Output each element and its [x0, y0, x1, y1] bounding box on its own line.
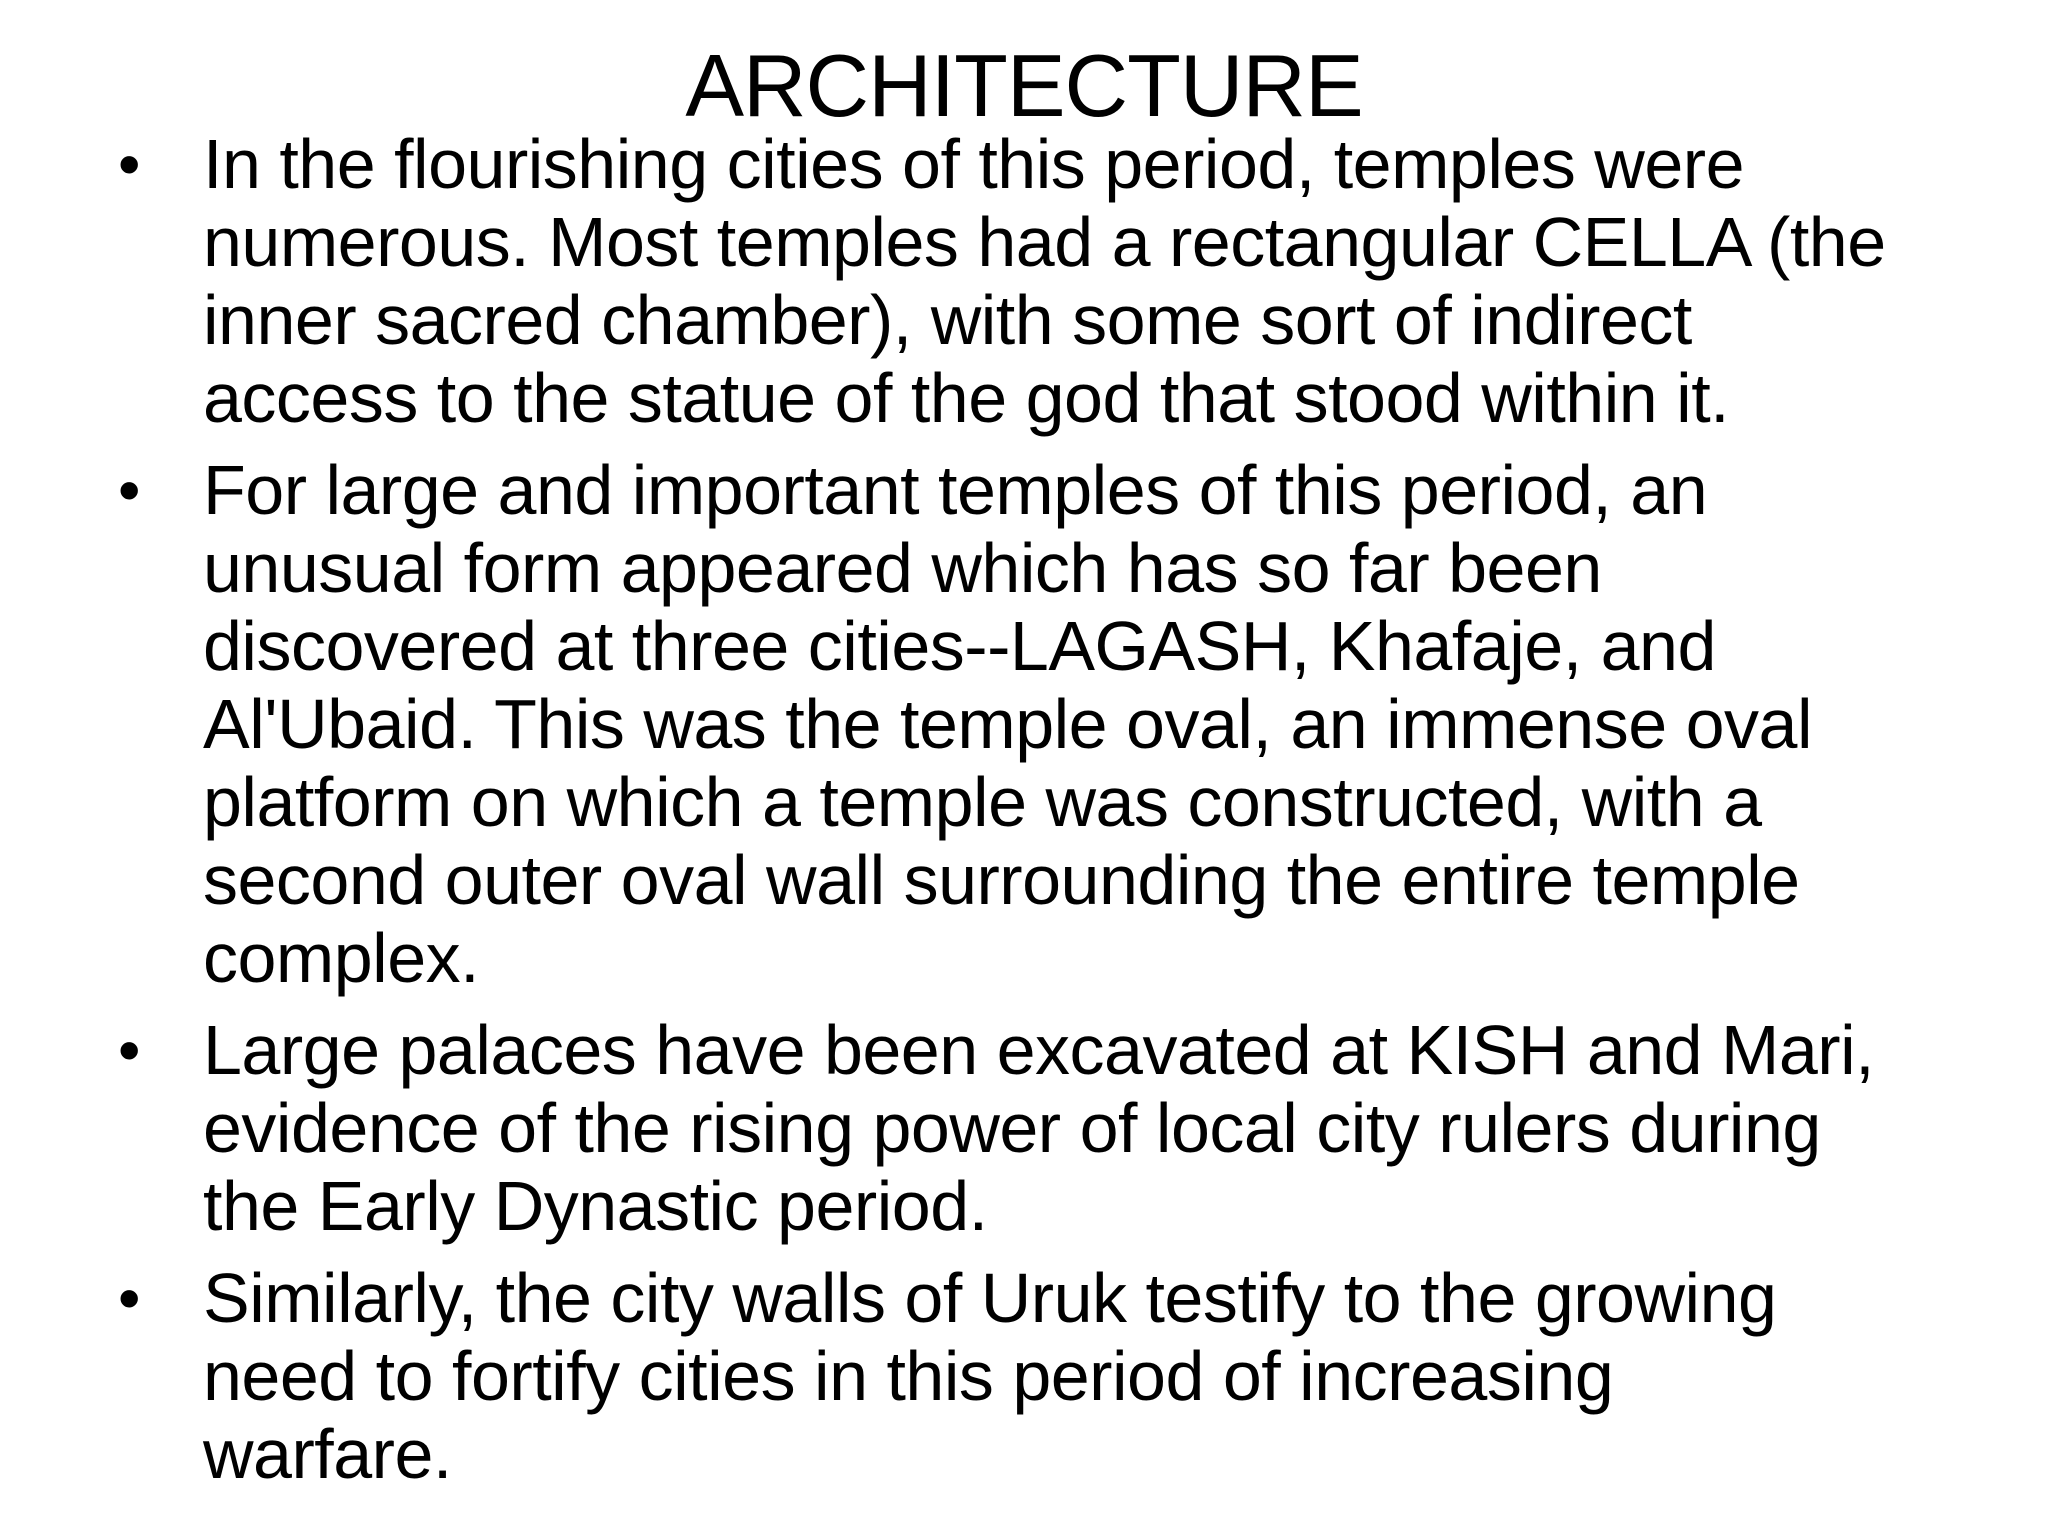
bullet-text: In the flourishing cities of this period, temples were numerous. Most temples had a rectangular CELLA (the inner sacred chamber), with some sort of indirect access to the statue of the god that stood within it. — [203, 125, 1886, 437]
bullet-item-temple-oval — [118, 451, 2018, 997]
bullet-icon: • — [118, 1014, 140, 1086]
bullet-list — [118, 125, 2018, 1507]
bullet-item-city-walls — [118, 1259, 2018, 1493]
bullet-icon: • — [118, 128, 140, 200]
bullet-text: Similarly, the city walls of Uruk testify to the growing need to fortify cities in this period of increasing warfare. — [203, 1259, 1777, 1493]
bullet-text: For large and important temples of this period, an unusual form appeared which has so far been discovered at three cities--LAGASH, Khafaje, and Al'Ubaid. This was the temple oval, an immense oval platform on which a temple was constructed, with a second outer oval wall surrounding the entire temple complex. — [203, 451, 1813, 997]
slide-title: ARCHITECTURE — [685, 36, 1363, 135]
bullet-item-temples — [118, 125, 2018, 437]
bullet-item-palaces — [118, 1011, 2018, 1245]
bullet-text: Large palaces have been excavated at KISH and Mari, evidence of the rising power of local city rulers during the Early Dynastic period. — [203, 1011, 1875, 1245]
bullet-icon: • — [118, 1262, 140, 1334]
bullet-icon: • — [118, 454, 140, 526]
